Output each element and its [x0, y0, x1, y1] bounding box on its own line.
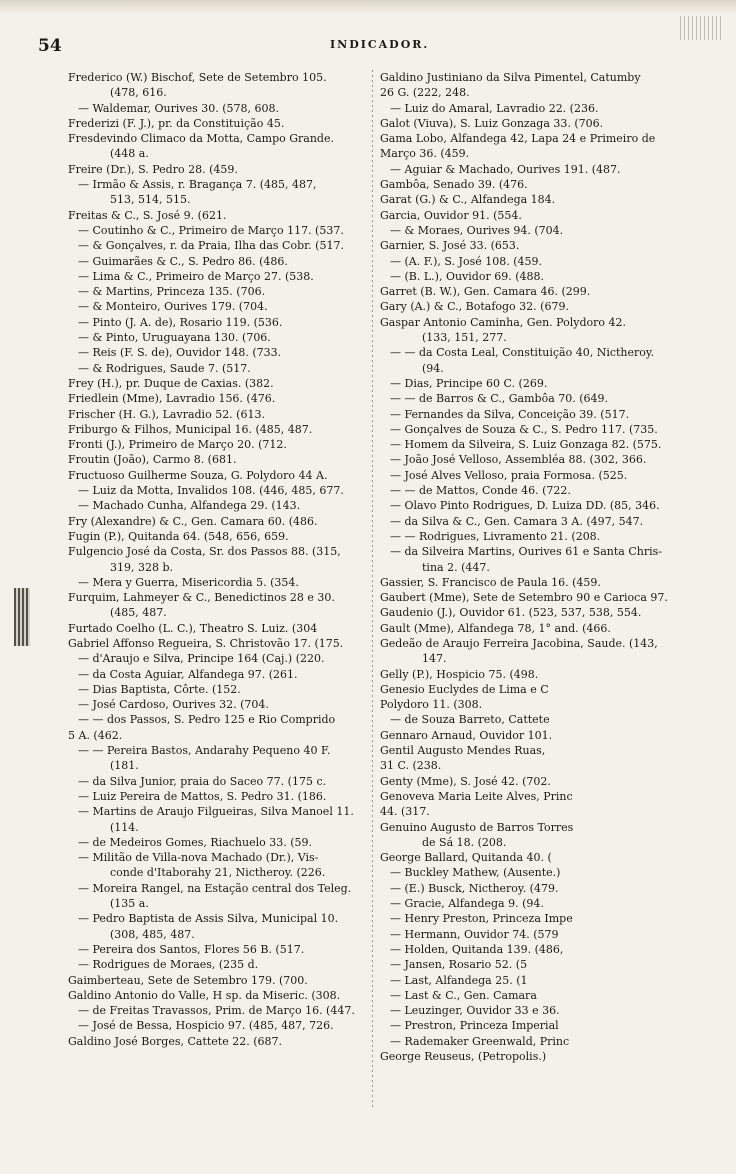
directory-entry: — José Cardoso, Ourives 32. (704. — [78, 698, 269, 712]
directory-entry: Fronti (J.), Primeiro de Março 20. (712. — [68, 438, 287, 452]
directory-entry: — Jansen, Rosario 52. (5 — [390, 958, 528, 972]
directory-entry: — Machado Cunha, Alfandega 29. (143. — [78, 499, 301, 513]
directory-entry: Polydoro 11. (308. — [380, 698, 483, 712]
directory-entry: (135 a. — [110, 897, 149, 911]
directory-entry: — d'Araujo e Silva, Principe 164 (Caj.) (220. — [78, 652, 325, 666]
page-number: 54 — [38, 36, 62, 56]
running-header: INDICADOR. — [330, 38, 430, 51]
directory-entry: — Luiz Pereira de Mattos, S. Pedro 31. (186. — [78, 789, 327, 803]
directory-entry: (114. — [110, 820, 139, 834]
directory-entry: — Lima & C., Primeiro de Março 27. (538. — [78, 269, 314, 283]
directory-entry: Freire (Dr.), S. Pedro 28. (459. — [68, 162, 238, 176]
directory-entry: Froutin (João), Carmo 8. (681. — [68, 453, 237, 467]
directory-entry: — Mera y Guerra, Misericordia 5. (354. — [78, 575, 299, 589]
column-divider — [372, 70, 373, 1110]
directory-entry: Frederizi (F. J.), pr. da Constituição 45. — [68, 116, 285, 130]
directory-entry: (94. — [422, 361, 444, 375]
ink-smudge — [680, 16, 724, 40]
directory-entry: 44. (317. — [380, 805, 430, 819]
directory-entry: Gaubert (Mme), Sete de Setembro 90 e Carioca 97. — [380, 591, 668, 605]
directory-entry: — (A. F.), S. José 108. (459. — [390, 254, 543, 268]
directory-entry: Galdino Justiniano da Silva Pimentel, Catumby — [380, 71, 641, 84]
directory-entry: — da Silva & C., Gen. Camara 3 A. (497, 547. — [390, 514, 644, 528]
directory-entry: Gennaro Arnaud, Ouvidor 101. — [380, 728, 553, 742]
directory-entry: — Leuzinger, Ouvidor 33 e 36. — [390, 1004, 560, 1018]
directory-entry: — de Souza Barreto, Cattete — [390, 713, 550, 727]
directory-entry: (133, 151, 277. — [422, 331, 507, 345]
directory-entry: Garcia, Ouvidor 91. (554. — [380, 208, 522, 222]
directory-entry: — Buckley Mathew, (Ausente.) — [390, 866, 561, 880]
directory-entry: Gaimberteau, Sete de Setembro 179. (700. — [68, 973, 308, 987]
directory-entry: — Fernandes da Silva, Conceição 39. (517. — [390, 407, 630, 421]
right-column — [380, 70, 710, 1064]
directory-entry: de Sá 18. (208. — [422, 835, 507, 849]
directory-entry: Galdino José Borges, Cattete 22. (687. — [68, 1034, 282, 1048]
directory-entry: — Dias, Principe 60 C. (269. — [390, 376, 548, 390]
directory-entry: (308, 485, 487. — [110, 927, 195, 941]
directory-entry: — Prestron, Princeza Imperial — [390, 1019, 559, 1033]
directory-entry: — & Monteiro, Ourives 179. (704. — [78, 300, 268, 314]
directory-entry: Gelly (P.), Hospicio 75. (498. — [380, 667, 539, 681]
directory-entry: — Last & C., Gen. Camara — [390, 988, 537, 1002]
directory-entry: — & Martins, Princeza 135. (706. — [78, 285, 266, 299]
directory-entry: Genuino Augusto de Barros Torres — [380, 820, 574, 834]
directory-entry: George Reuseus, (Petropolis.) — [380, 1050, 547, 1063]
directory-entry: 319, 328 b. — [110, 560, 174, 574]
directory-entry: — & Rodrigues, Saude 7. (517. — [78, 361, 251, 375]
directory-entry: Frey (H.), pr. Duque de Caxias. (382. — [68, 376, 274, 390]
directory-entry: Gambôa, Senado 39. (476. — [380, 178, 528, 192]
directory-entry: — — da Costa Leal, Constituição 40, Nictheroy. — [390, 346, 655, 360]
directory-entry: — José Alves Velloso, praia Formosa. (525. — [390, 468, 628, 482]
directory-entry: Gentil Augusto Mendes Ruas, — [380, 744, 546, 758]
directory-entry: (478, 616. — [110, 86, 167, 100]
directory-entry: — — Pereira Bastos, Andarahy Pequeno 40 F. — [78, 744, 331, 758]
directory-entry: — Dias Baptista, Côrte. (152. — [78, 682, 241, 696]
directory-entry: Março 36. (459. — [380, 147, 470, 161]
directory-entry: Gary (A.) & C., Botafogo 32. (679. — [380, 300, 569, 314]
directory-entry: — João José Velloso, Assembléa 88. (302, 366. — [390, 453, 647, 467]
directory-entry: Galot (Viuva), S. Luiz Gonzaga 33. (706. — [380, 116, 604, 130]
directory-entry: Gassier, S. Francisco de Paula 16. (459. — [380, 575, 601, 589]
directory-entry: Fructuoso Guilherme Souza, G. Polydoro 44 A. — [68, 468, 328, 482]
directory-entry: (448 a. — [110, 147, 149, 161]
directory-entry: — Homem da Silveira, S. Luiz Gonzaga 82. (575. — [390, 438, 662, 452]
directory-entry: — Gracie, Alfandega 9. (94. — [390, 897, 544, 911]
directory-entry: Gault (Mme), Alfandega 78, 1° and. (466. — [380, 621, 611, 635]
directory-entry: — de Freitas Travassos, Prim. de Março 16. (447. — [78, 1004, 355, 1018]
directory-entry: — & Pinto, Uruguayana 130. (706. — [78, 331, 271, 345]
directory-entry: Garnier, S. José 33. (653. — [380, 239, 520, 253]
directory-entry: — Waldemar, Ourives 30. (578, 608. — [78, 101, 280, 115]
directory-entry: — (B. L.), Ouvidor 69. (488. — [390, 269, 544, 283]
directory-entry: Friburgo & Filhos, Municipal 16. (485, 487. — [68, 422, 313, 436]
directory-entry: — Pereira dos Santos, Flores 56 B. (517. — [78, 942, 305, 956]
directory-entry: Genty (Mme), S. José 42. (702. — [380, 774, 551, 788]
directory-entry: — Coutinho & C., Primeiro de Março 117. (537. — [78, 223, 344, 237]
directory-entry: — Olavo Pinto Rodrigues, D. Luiza DD. (85, 346. — [390, 499, 660, 513]
directory-entry: — José de Bessa, Hospicio 97. (485, 487, 726. — [78, 1019, 334, 1033]
directory-entry: Genesio Euclydes de Lima e C — [380, 682, 549, 696]
directory-entry: Garret (B. W.), Gen. Camara 46. (299. — [380, 285, 591, 299]
directory-entry: — & Gonçalves, r. da Praia, Ilha das Cobr. (517. — [78, 239, 344, 253]
directory-entry: — Rademaker Greenwald, Princ — [390, 1034, 570, 1048]
directory-entry: Gaudenio (J.), Ouvidor 61. (523, 537, 538, 554. — [380, 606, 642, 620]
directory-entry: — — de Barros & C., Gambôa 70. (649. — [390, 392, 609, 406]
directory-entry: Galdino Antonio do Valle, H sp. da Miseric. (308. — [68, 988, 341, 1002]
directory-entry: — Pinto (J. A. de), Rosario 119. (536. — [78, 315, 283, 329]
directory-entry: 26 G. (222, 248. — [380, 86, 470, 100]
directory-entry: — — dos Passos, S. Pedro 125 e Rio Comprido — [78, 713, 336, 727]
directory-entry: tina 2. (447. — [422, 560, 490, 574]
directory-entry: (181. — [110, 759, 139, 773]
directory-entry: — Hermann, Ouvidor 74. (579 — [390, 927, 559, 941]
directory-entry: — Aguiar & Machado, Ourives 191. (487. — [390, 162, 621, 176]
directory-entry: — (E.) Busck, Nictheroy. (479. — [390, 881, 559, 895]
directory-entry: Freitas & C., S. José 9. (621. — [68, 208, 227, 222]
directory-entry: Frederico (W.) Bischof, Sete de Setembro 105. — [68, 71, 327, 84]
directory-entry: conde d'Itaborahy 21, Nictheroy. (226. — [110, 866, 326, 880]
directory-entry: Genoveva Maria Leite Alves, Princ — [380, 789, 573, 803]
directory-entry: — Pedro Baptista de Assis Silva, Municipal 10. — [78, 912, 339, 926]
directory-entry: 513, 514, 515. — [110, 193, 191, 207]
directory-entry: Furtado Coelho (L. C.), Theatro S. Luiz. (304 — [68, 621, 318, 635]
directory-entry: — Martins de Araujo Filgueiras, Silva Manoel 11. — [78, 805, 354, 819]
directory-entry: Fry (Alexandre) & C., Gen. Camara 60. (486. — [68, 514, 318, 528]
directory-entry: Fugin (P.), Quitanda 64. (548, 656, 659. — [68, 529, 289, 543]
directory-entry: — & Moraes, Ourives 94. (704. — [390, 223, 564, 237]
directory-entry: Gedeão de Araujo Ferreira Jacobina, Saude. (143, — [380, 636, 658, 650]
directory-entry: Fresdevindo Climaco da Motta, Campo Grande. — [68, 132, 334, 146]
directory-entry: — Last, Alfandega 25. (1 — [390, 973, 528, 987]
directory-entry: — — Rodrigues, Livramento 21. (208. — [390, 529, 601, 543]
directory-entry: — de Medeiros Gomes, Riachuelo 33. (59. — [78, 835, 313, 849]
directory-entry: — Luiz do Amaral, Lavradio 22. (236. — [390, 101, 599, 115]
directory-entry: — Rodrigues de Moraes, (235 d. — [78, 958, 259, 972]
directory-entry: — Luiz da Motta, Invalidos 108. (446, 485, 677. — [78, 484, 344, 498]
directory-entry: — Irmão & Assis, r. Bragança 7. (485, 487, — [78, 178, 317, 192]
directory-entry: — da Silveira Martins, Ourives 61 e Santa Chris- — [390, 545, 662, 559]
directory-entry: — Henry Preston, Princeza Impe — [390, 912, 573, 926]
directory-entry: 5 A. (462. — [68, 728, 123, 742]
directory-entry: Gabriel Affonso Regueira, S. Christovão 17. (175. — [68, 636, 344, 650]
directory-entry: 147. — [422, 652, 447, 666]
directory-entry: — Militão de Villa-nova Machado (Dr.), Vis- — [78, 851, 319, 865]
directory-entry: 31 C. (238. — [380, 759, 442, 773]
directory-entry: Gama Lobo, Alfandega 42, Lapa 24 e Primeiro de — [380, 132, 656, 146]
directory-entry: Garat (G.) & C., Alfandega 184. — [380, 193, 556, 207]
directory-entry: — Guimarães & C., S. Pedro 86. (486. — [78, 254, 288, 268]
directory-entry: — da Costa Aguiar, Alfandega 97. (261. — [78, 667, 298, 681]
binding-stain — [14, 588, 30, 646]
directory-entry: Frischer (H. G.), Lavradio 52. (613. — [68, 407, 265, 421]
directory-entry: — Gonçalves de Souza & C., S. Pedro 117. (735. — [390, 422, 658, 436]
directory-entry: — Holden, Quitanda 139. (486, — [390, 942, 564, 956]
page-top-edge — [0, 0, 736, 14]
directory-entry: (485, 487. — [110, 606, 167, 620]
directory-entry: — Moreira Rangel, na Estação central dos Teleg. — [78, 881, 352, 895]
left-column — [68, 70, 368, 1049]
directory-entry: Gaspar Antonio Caminha, Gen. Polydoro 42. — [380, 315, 627, 329]
directory-entry: Furquim, Lahmeyer & C., Benedictinos 28 e 30. — [68, 591, 335, 605]
directory-entry: — — de Mattos, Conde 46. (722. — [390, 484, 571, 498]
directory-entry: Friedlein (Mme), Lavradio 156. (476. — [68, 392, 276, 406]
directory-entry: George Ballard, Quitanda 40. ( — [380, 851, 552, 865]
directory-entry: — da Silva Junior, praia do Saceo 77. (175 c. — [78, 774, 327, 788]
directory-entry: Fulgencio José da Costa, Sr. dos Passos 88. (315, — [68, 545, 341, 559]
directory-entry: — Reis (F. S. de), Ouvidor 148. (733. — [78, 346, 282, 360]
